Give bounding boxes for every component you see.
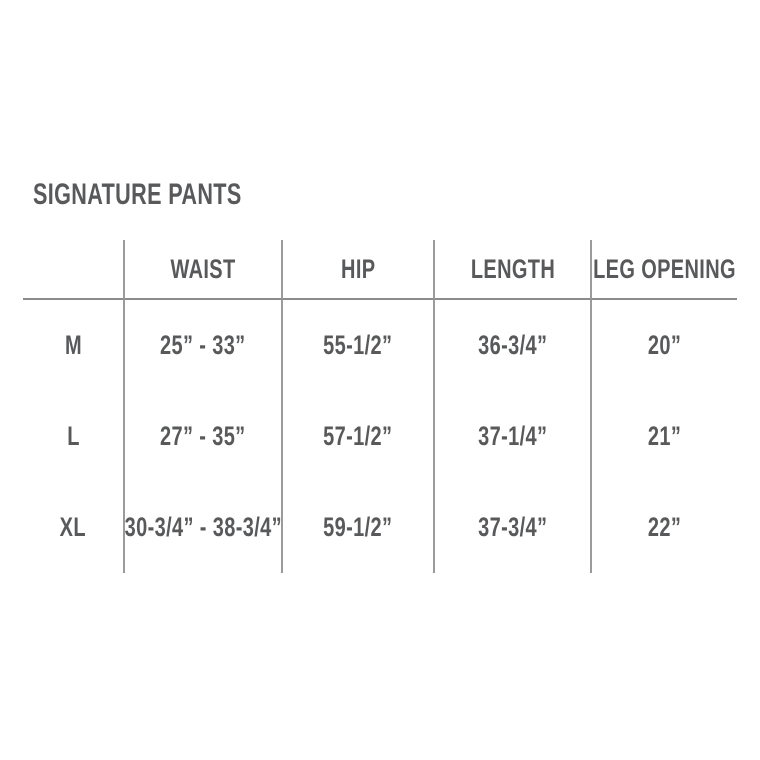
cell-value: 21” [647,421,682,451]
cell-l-hip [283,391,435,482]
cell-value: 55-1/2” [323,330,393,360]
column-header-label: LEG OPENING [593,253,736,284]
cell-value: 22” [647,512,682,542]
cell-l-leg-opening [592,391,737,482]
cell-value: 25” - 33” [160,330,246,360]
cell-xl-hip [283,482,435,573]
cell-m-hip [283,300,435,391]
cell-value: 57-1/2” [323,421,393,451]
row-label-text: XL [59,512,87,542]
cell-m-length [435,300,592,391]
cell-xl-waist [125,482,283,573]
row-label-xl [23,482,125,573]
row-label-m [23,300,125,391]
column-header-label: HIP [340,253,376,284]
size-table [23,240,737,573]
column-header-leg-opening [592,240,737,300]
row-label-text: L [66,421,80,451]
cell-value: 20” [647,330,682,360]
cell-m-leg-opening [592,300,737,391]
corner-cell [23,240,125,300]
cell-m-waist [125,300,283,391]
cell-value: 36-3/4” [477,330,548,360]
page-title [33,180,323,210]
cell-value: 27” - 35” [160,421,246,451]
cell-value: 59-1/2” [323,512,393,542]
cell-value: 37-3/4” [477,512,548,542]
column-header-hip [283,240,435,300]
page-title-text: SIGNATURE PANTS [33,178,242,211]
cell-value: 37-1/4” [477,421,548,451]
cell-l-waist [125,391,283,482]
row-label-l [23,391,125,482]
column-header-label: LENGTH [470,253,555,284]
column-header-length [435,240,592,300]
column-header-label: WAIST [170,253,236,284]
cell-l-length [435,391,592,482]
cell-xl-leg-opening [592,482,737,573]
column-header-waist [125,240,283,300]
cell-value: 30-3/4” - 38-3/4” [124,512,282,542]
cell-xl-length [435,482,592,573]
row-label-text: M [64,330,82,360]
